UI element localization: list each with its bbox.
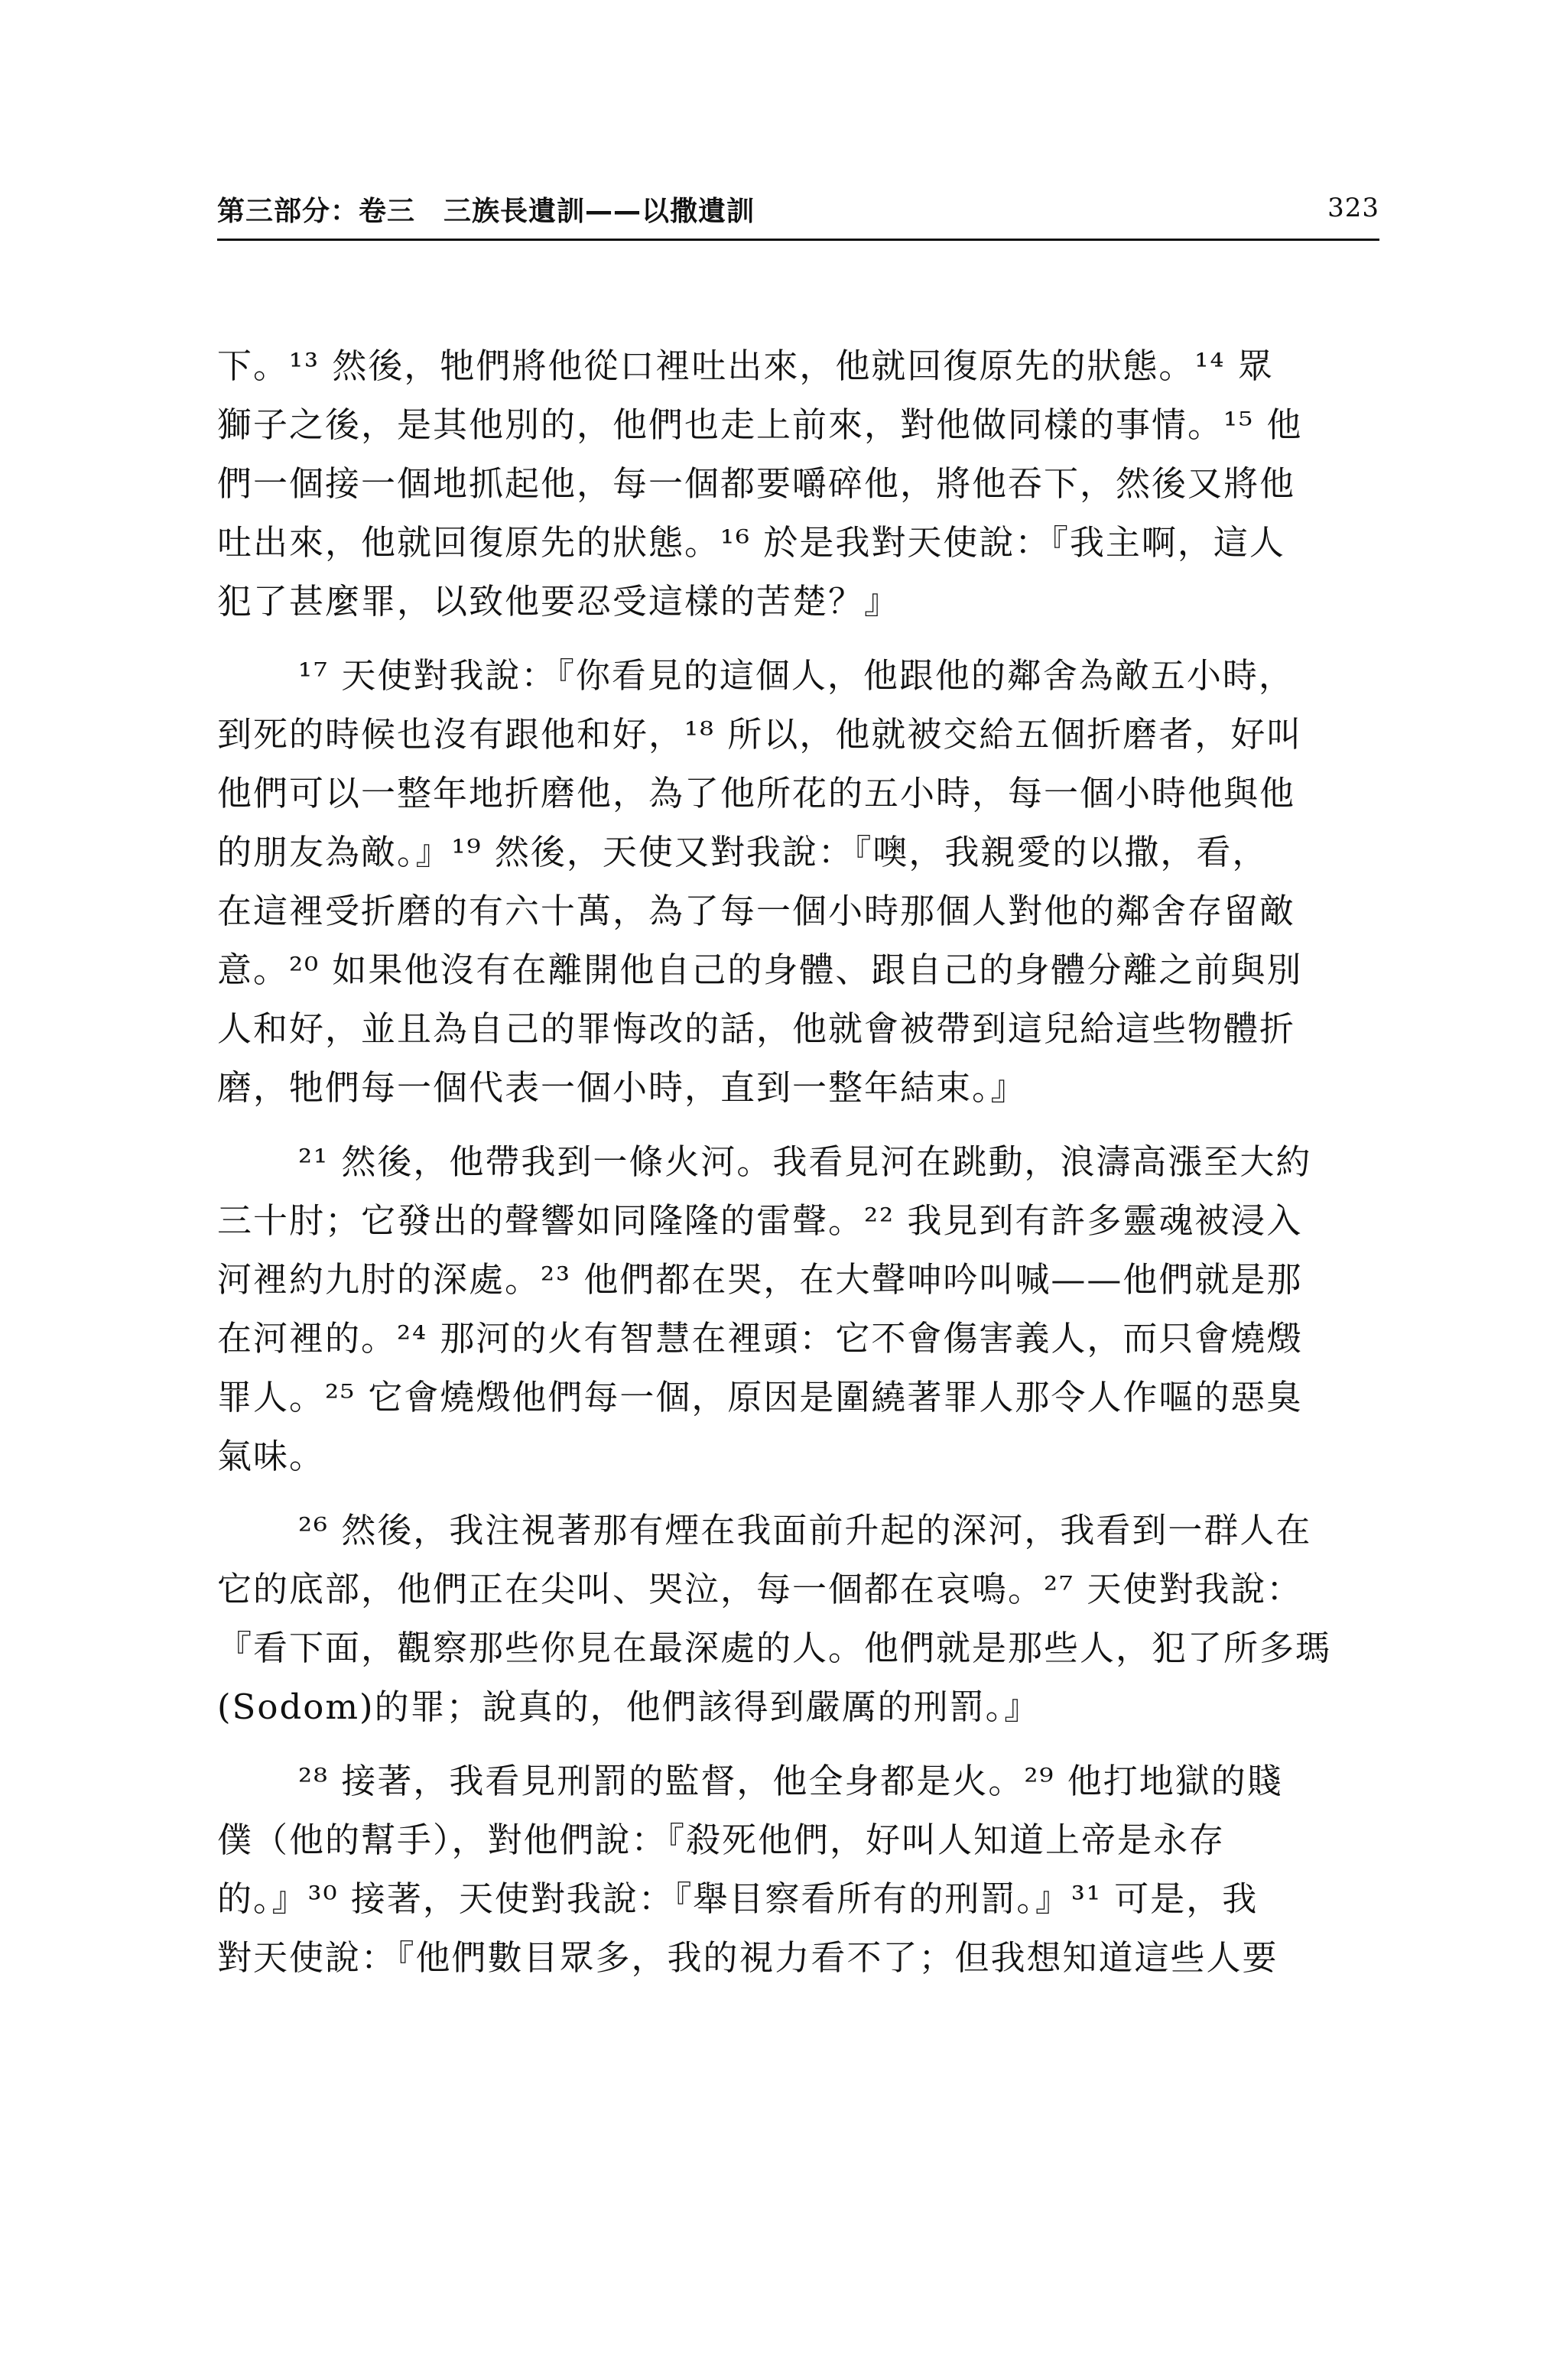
paragraph-gap (217, 1117, 1379, 1132)
text-line: 三十肘；它發出的聲響如同隆隆的雷聲。²² 我見到有許多靈魂被浸入 (217, 1200, 1303, 1241)
text-line: 到死的時候也沒有跟他和好，¹⁸ 所以，他就被交給五個折磨者，好叫 (217, 714, 1303, 755)
text-line: 在這裡受折磨的有六十萬，為了每一個小時那個人對他的鄰舍存留敵 (217, 891, 1296, 931)
paragraph (217, 1752, 1379, 1987)
paragraph (217, 1132, 1379, 1485)
text-line: 對天使說：『他們數目眾多，我的視力看不了；但我想知道這些人要 (217, 1937, 1278, 1978)
text-line: 吐出來，他就回復原先的狀態。¹⁶ 於是我對天使說：『我主啊，這人 (217, 522, 1285, 563)
text-line: 河裡約九肘的深處。²³ 他們都在哭，在大聲呻吟叫喊——他們就是那 (217, 1259, 1303, 1300)
text-line: 獅子之後，是其他別的，他們也走上前來，對他做同樣的事情。¹⁵ 他 (217, 404, 1303, 445)
text-line: 下。¹³ 然後，牠們將他從口裡吐出來，他就回復原先的狀態。¹⁴ 眾 (217, 346, 1274, 386)
text-line: 意。²⁰ 如果他沒有在離開他自己的身體、跟自己的身體分離之前與別 (217, 950, 1303, 990)
running-header (217, 190, 1379, 235)
text-line: 氣味。 (217, 1436, 326, 1476)
paragraph-gap (217, 1485, 1379, 1501)
text-line: (Sodom)的罪；說真的，他們該得到嚴厲的刑罰。』 (217, 1687, 1041, 1727)
text-line: 們一個接一個地抓起他，每一個都要嚼碎他，將他吞下，然後又將他 (217, 463, 1296, 504)
text-line: 『看下面，觀察那些你見在最深處的人。他們就是那些人，犯了所多瑪 (217, 1628, 1332, 1668)
text-line: 他們可以一整年地折磨他，為了他所花的五小時，每一個小時他與他 (217, 773, 1296, 813)
text-line: 犯了甚麼罪，以致他要忍受這樣的苦楚？』 (217, 581, 901, 622)
paragraph-gap (217, 631, 1379, 646)
text-line: 磨，牠們每一個代表一個小時，直到一整年結束。』 (217, 1067, 1027, 1108)
text-line: 它的底部，他們正在尖叫、哭泣，每一個都在哀鳴。²⁷ 天使對我說： (217, 1569, 1303, 1609)
text-line: ²⁶ 然後，我注視著那有煙在我面前升起的深河，我看到一群人在 (298, 1510, 1312, 1550)
text-line: ²¹ 然後，他帶我到一條火河。我看見河在跳動，浪濤高漲至大約 (298, 1141, 1312, 1182)
text-line: 的朋友為敵。』¹⁹ 然後，天使又對我說：『噢，我親愛的以撒，看， (217, 832, 1269, 872)
text-line: 罪人。²⁵ 它會燒燬他們每一個，原因是圍繞著罪人那令人作嘔的惡臭 (217, 1377, 1303, 1417)
text-line: 的。』³⁰ 接著，天使對我說：『舉目察看所有的刑罰。』³¹ 可是，我 (217, 1878, 1259, 1919)
body-text (217, 336, 1379, 1987)
paragraph (217, 336, 1379, 631)
section-title: 第三部分：卷三 三族長遺訓——以撒遺訓 (217, 196, 755, 227)
paragraph-gap (217, 1736, 1379, 1752)
paragraph (217, 646, 1379, 1117)
paragraph (217, 1501, 1379, 1736)
text-line: 人和好，並且為自己的罪悔改的話，他就會被帶到這兒給這些物體折 (217, 1008, 1296, 1049)
text-line: ²⁸ 接著，我看見刑罰的監督，他全身都是火。²⁹ 他打地獄的賤 (298, 1761, 1283, 1801)
header-rule (217, 239, 1379, 241)
text-line: 僕（他的幫手），對他們說：『殺死他們，好叫人知道上帝是永存 (217, 1820, 1226, 1860)
text-line: ¹⁷ 天使對我說：『你看見的這個人，他跟他的鄰舍為敵五小時， (298, 655, 1295, 696)
page-number: 323 (1327, 193, 1379, 223)
text-line: 在河裡的。²⁴ 那河的火有智慧在裡頭：它不會傷害義人，而只會燒燬 (217, 1318, 1303, 1359)
